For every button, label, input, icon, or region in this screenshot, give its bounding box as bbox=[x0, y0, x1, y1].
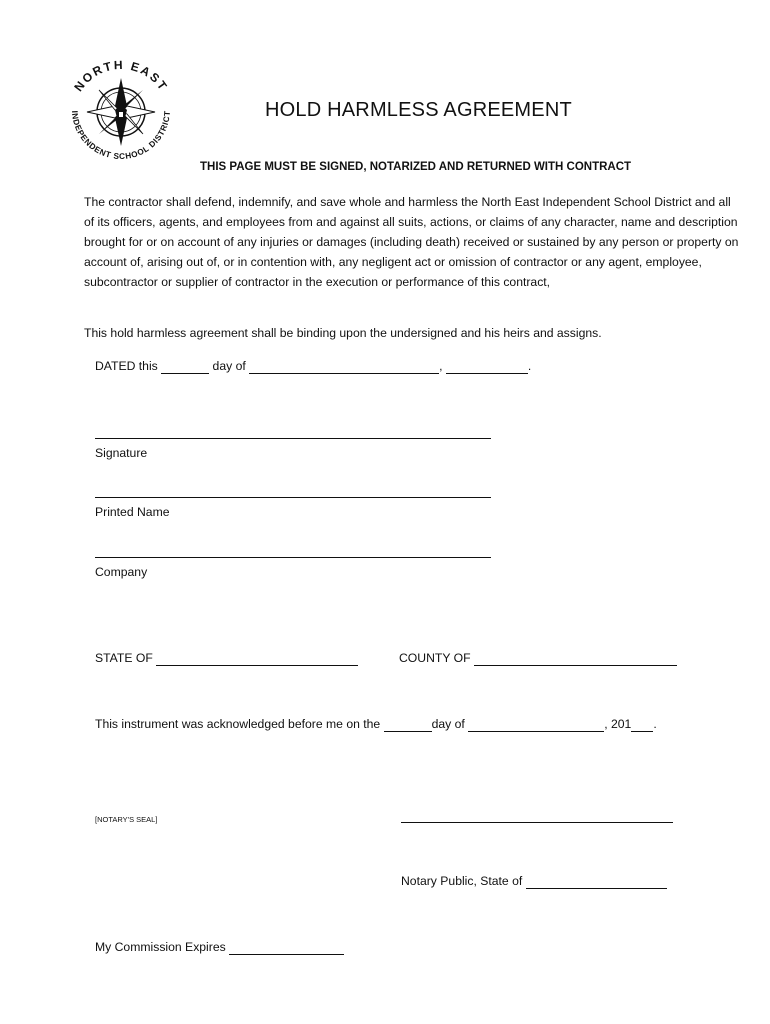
state-field[interactable] bbox=[156, 651, 358, 666]
notary-state-field[interactable] bbox=[526, 874, 667, 889]
ack-day-field[interactable] bbox=[384, 717, 432, 732]
signature-label: Signature bbox=[95, 446, 148, 460]
notary-seal-label: [NOTARY'S SEAL] bbox=[95, 815, 158, 824]
company-field[interactable] bbox=[95, 557, 491, 558]
dated-row bbox=[95, 359, 531, 374]
acknowledged-label: This instrument was acknowledged before me on the bbox=[95, 717, 381, 731]
day-of-label: day of bbox=[212, 359, 246, 373]
state-row bbox=[95, 651, 358, 666]
dated-year-field[interactable] bbox=[446, 359, 528, 374]
dated-comma: , bbox=[439, 359, 443, 373]
commission-expires-field[interactable] bbox=[229, 940, 344, 955]
ack-month-field[interactable] bbox=[468, 717, 604, 732]
notary-public-row bbox=[401, 874, 667, 889]
ack-year-field[interactable] bbox=[631, 717, 653, 732]
agreement-body: The contractor shall defend, indemnify, and save whole and harmless the North East Independent School District and all of its officers, agents, and employees from and against all suits, actions, or claims of any character, name and description brought for or on account of any injuries or damages (including death) received or sustained by any person or property on account of, arising out of, or in contention with, any negligent act or omission of contractor or any agent, employee, subcontractor or supplier of contractor in the execution or performance of this contract, bbox=[84, 195, 739, 289]
logo-top-text: NORTH EAST bbox=[71, 57, 171, 95]
county-label: COUNTY OF bbox=[399, 651, 471, 665]
ack-day-of-label: day of bbox=[431, 717, 465, 731]
dated-period: . bbox=[527, 359, 532, 373]
company-label: Company bbox=[95, 565, 148, 579]
logo-ring-text: INDEPENDENT SCHOOL DISTRICT bbox=[69, 110, 173, 162]
printed-name-label: Printed Name bbox=[95, 505, 170, 519]
district-logo bbox=[60, 52, 182, 174]
commission-row bbox=[95, 940, 344, 955]
dated-month-field[interactable] bbox=[249, 359, 439, 374]
document-title: HOLD HARMLESS AGREEMENT bbox=[265, 99, 572, 121]
dated-day-field[interactable] bbox=[161, 359, 209, 374]
dated-label: DATED this bbox=[95, 359, 158, 373]
notary-signature-field[interactable] bbox=[401, 822, 673, 823]
compass-rose-icon bbox=[87, 78, 155, 146]
ack-period: . bbox=[653, 717, 657, 731]
county-field[interactable] bbox=[474, 651, 677, 666]
signature-field[interactable] bbox=[95, 438, 491, 439]
acknowledgement-row bbox=[95, 717, 657, 732]
county-row bbox=[399, 651, 677, 666]
commission-label: My Commission Expires bbox=[95, 940, 226, 954]
printed-name-field[interactable] bbox=[95, 497, 491, 498]
document-subtitle: THIS PAGE MUST BE SIGNED, NOTARIZED AND RETURNED WITH CONTRACT bbox=[200, 161, 632, 173]
state-label: STATE OF bbox=[95, 651, 153, 665]
notary-public-label: Notary Public, State of bbox=[401, 874, 523, 888]
binding-statement: This hold harmless agreement shall be binding upon the undersigned and his heirs and assigns. bbox=[84, 326, 602, 340]
ack-year-prefix: , 201 bbox=[604, 717, 632, 731]
